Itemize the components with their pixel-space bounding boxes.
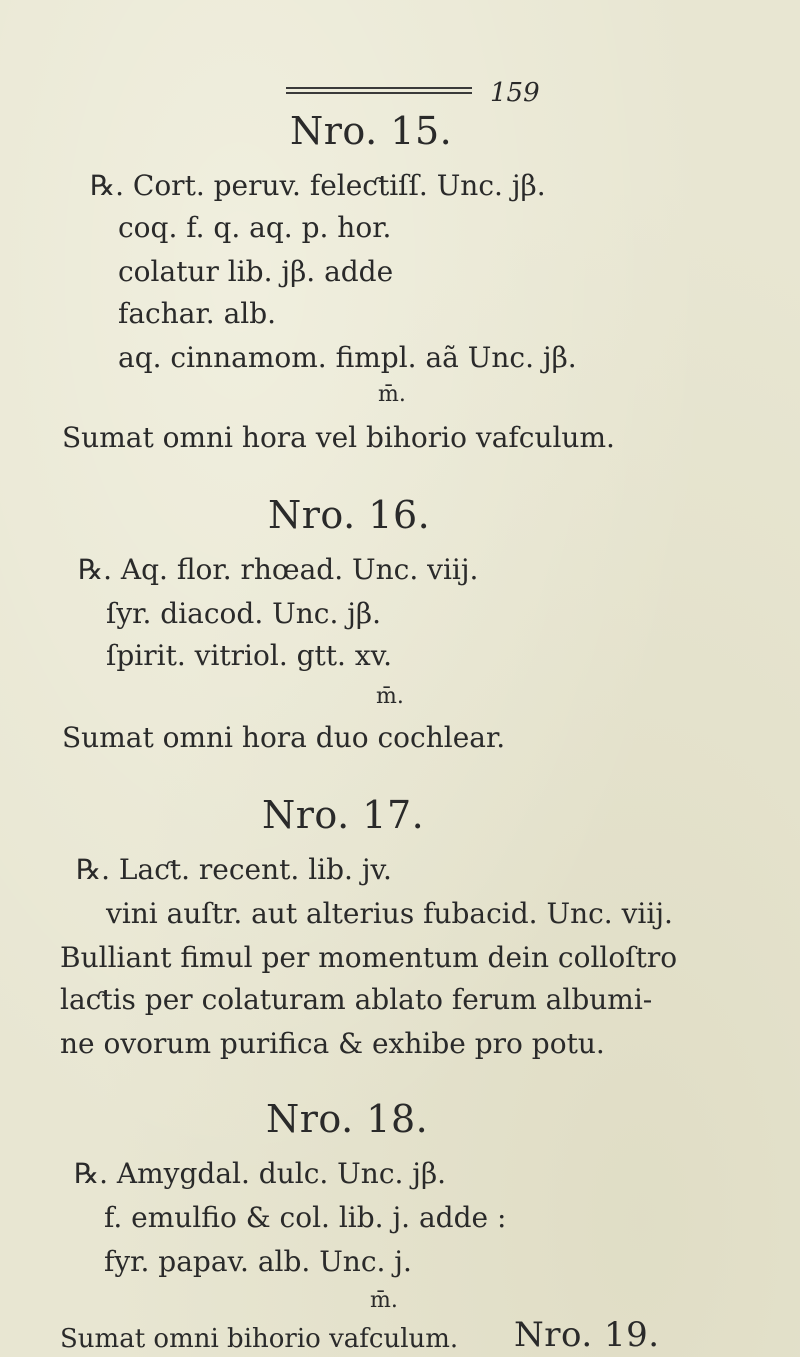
prescription-line: ℞. Aq. flor. rhœad. Unc. viij. [78,553,479,586]
prescription-line: Sumat omni hora vel bihorio vafculum. [62,421,615,454]
prescription-line: Bulliant fimul per momentum dein colloſtro [60,941,678,974]
prescription-line: ſyr. diacod. Unc. jβ. [106,597,382,630]
catchword: Nro. 19. [514,1315,660,1355]
prescription-line: laƈtis per colaturam ablato ferum albumi- [60,983,653,1016]
prescription-heading: Nro. 16. [268,493,431,537]
prescription-line: vini auſtr. aut alterius fubacid. Unc. viij. [106,897,673,930]
prescription-heading: Nro. 15. [290,109,453,153]
prescription-line: colatur lib. jβ. adde [118,255,394,288]
prescription-line: f. emulfio & col. lib. j. adde : [104,1201,507,1234]
prescription-line: ſpirit. vitriol. gtt. xv. [106,639,393,672]
prescription-line: ℞. Amygdal. dulc. Unc. jβ. [74,1157,447,1190]
prescription-line: ℞. Cort. peruv. feleƈtiſſ. Unc. jβ. [90,169,546,202]
prescription-line: Sumat omni bihorio vafculum. [60,1324,459,1354]
prescription-heading: Nro. 18. [266,1097,429,1141]
prescription-line: ne ovorum purifica & exhibe pro potu. [60,1027,605,1060]
misce-mark: m̄. [378,382,406,407]
prescription-line: aq. cinnamom. fimpl. aã Unc. jβ. [118,341,577,374]
page-number: 159 [490,78,540,108]
misce-mark: m̄. [376,684,404,709]
prescription-line: fachar. alb. [118,297,277,330]
prescription-line: ℞. Laƈt. recent. lib. jv. [76,853,392,886]
misce-mark: m̄. [370,1288,398,1313]
header-double-rule [286,86,472,96]
prescription-line: fyr. papav. alb. Unc. j. [104,1245,412,1278]
prescription-line: coq. f. q. aq. p. hor. [118,211,392,244]
prescription-heading: Nro. 17. [262,793,425,837]
prescription-line: Sumat omni hora duo cochlear. [62,721,506,754]
